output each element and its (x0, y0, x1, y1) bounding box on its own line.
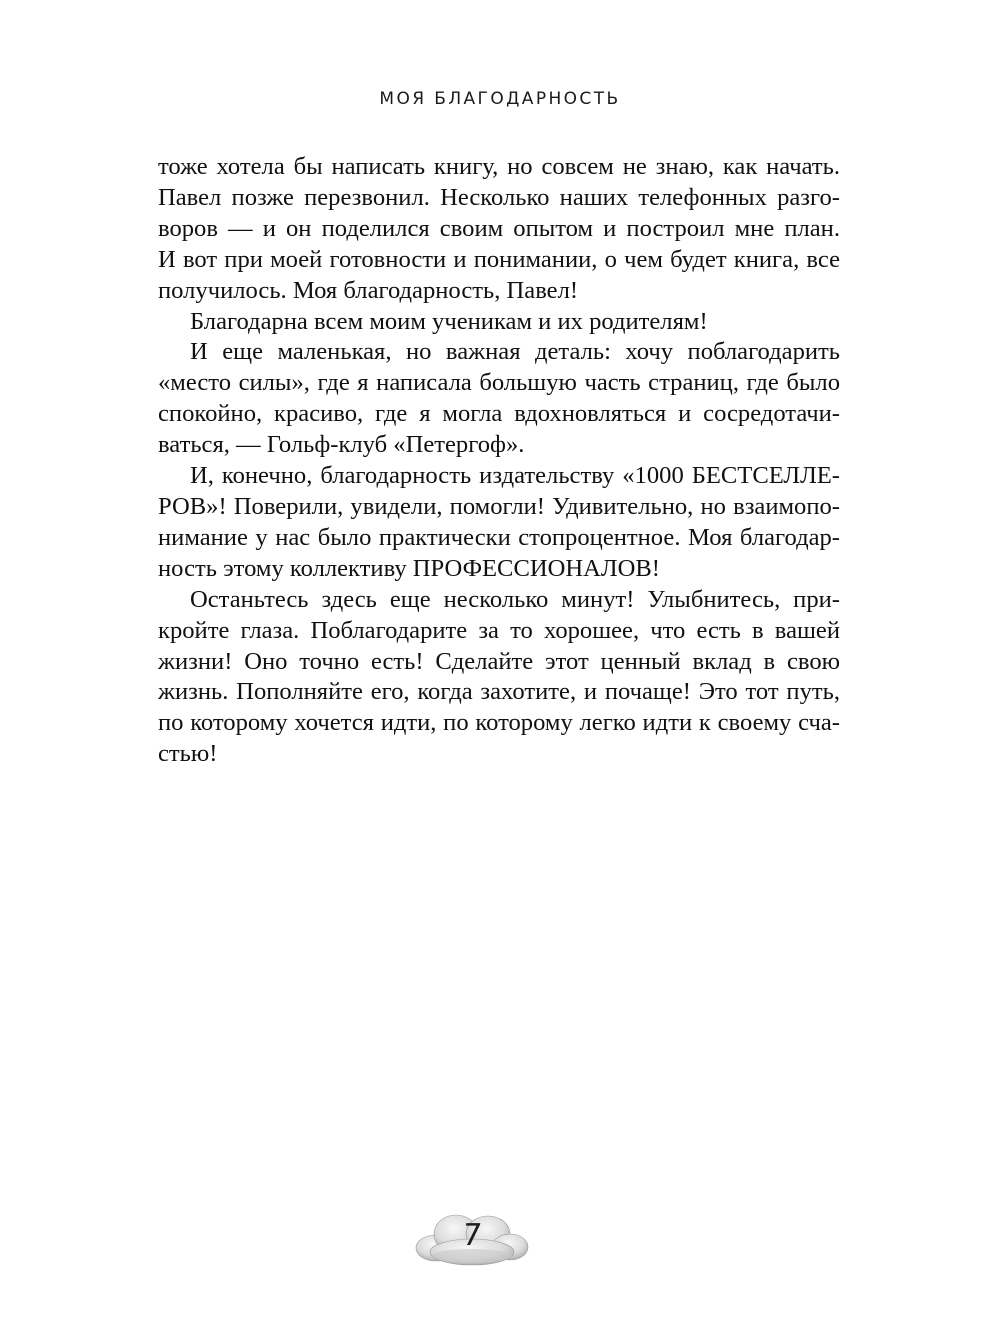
text-line: жизни! Оно точно есть! Сделайте этот ценный вклад в свою (158, 647, 840, 675)
text-line: ность этому коллективу ПРОФЕССИОНАЛОВ! (158, 554, 660, 582)
text-line: жизнь. Пополняйте его, когда захотите, и почаще! Это тот путь, (158, 678, 840, 706)
page-number: 7 (460, 1218, 484, 1253)
text-line: по которому хочется идти, по которому легко идти к своему сча- (158, 709, 840, 737)
text-line: «место силы», где я написала большую часть страниц, где было (158, 369, 840, 397)
page-number-ornament (412, 1212, 532, 1268)
text-line: ваться, — Гольф-клуб «Петергоф». (158, 431, 525, 459)
text-line: кройте глаза. Поблагодарите за то хорошее, что есть в вашей (158, 616, 840, 644)
text-line: И, конечно, благодарность издательству «1000 БЕСТСЕЛЛЕ- (190, 462, 840, 490)
text-line: Останьтесь здесь еще несколько минут! Улыбнитесь, при- (190, 585, 840, 613)
running-head-title: МОЯ БЛАГОДАРНОСТЬ (379, 89, 621, 109)
text-line: нимание у нас было практически стопроцентное. Моя благодар- (158, 523, 840, 551)
text-line: Благодарна всем моим ученикам и их родителям! (190, 307, 708, 335)
text-line: спокойно, красиво, где я могла вдохновляться и сосредотачи- (158, 400, 840, 428)
text-line: воров — и он поделился своим опытом и построил мне план. (158, 214, 840, 242)
text-line: Павел позже перезвонил. Несколько наших телефонных разго- (158, 183, 840, 211)
body-text (158, 152, 840, 770)
text-line: тоже хотела бы написать книгу, но совсем не знаю, как начать. (158, 153, 840, 180)
text-line: И еще маленькая, но важная деталь: хочу поблагодарить (190, 338, 840, 366)
text-line: И вот при моей готовности и понимании, о чем будет книга, все (158, 245, 840, 273)
text-line: стью! (158, 740, 218, 768)
text-line: РОВ»! Поверили, увидели, помогли! Удивительно, но взаимопо- (158, 492, 840, 520)
text-line: получилось. Моя благодарность, Павел! (158, 276, 579, 304)
